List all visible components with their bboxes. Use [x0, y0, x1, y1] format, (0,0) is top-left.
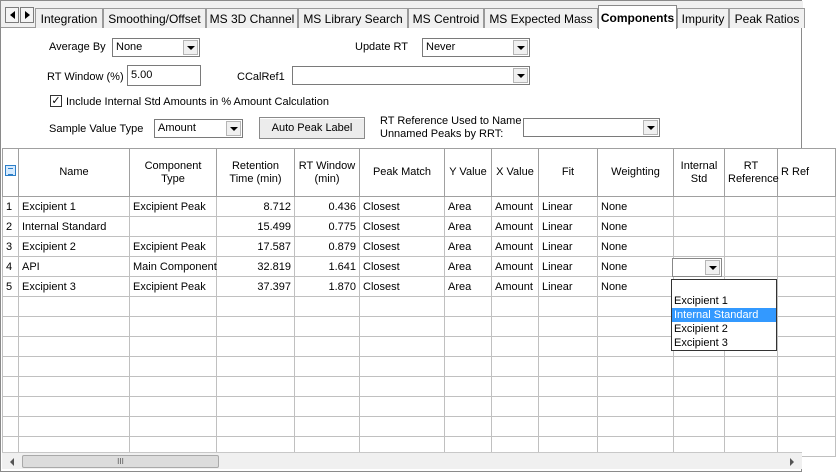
arrow-left-icon — [10, 458, 14, 466]
table-row[interactable] — [3, 237, 836, 257]
rt-reference-select[interactable] — [523, 118, 660, 137]
include-internal-std-checkbox[interactable]: ✓ — [51, 95, 61, 107]
cell-fit[interactable]: Linear — [539, 277, 598, 297]
empty-cell[interactable] — [295, 417, 360, 437]
empty-cell[interactable] — [674, 417, 725, 437]
empty-cell[interactable] — [360, 337, 445, 357]
cell-rrt-reference[interactable] — [778, 237, 836, 257]
empty-cell[interactable] — [598, 417, 674, 437]
cell-rt[interactable]: 15.499 — [217, 217, 295, 237]
empty-cell[interactable] — [19, 357, 130, 377]
dropdown-option[interactable]: Excipient 1 — [674, 295, 728, 307]
update-rt-select[interactable] — [422, 38, 530, 57]
empty-cell[interactable] — [539, 297, 598, 317]
empty-cell[interactable] — [295, 397, 360, 417]
cell-fit[interactable]: Linear — [539, 197, 598, 217]
empty-cell[interactable] — [492, 317, 539, 337]
cell-rt[interactable]: 17.587 — [217, 237, 295, 257]
cell-x[interactable]: Amount — [492, 277, 539, 297]
cell-name[interactable]: Internal Standard — [19, 217, 130, 237]
table-row[interactable] — [3, 217, 836, 237]
empty-cell[interactable] — [492, 357, 539, 377]
cell-internal-std[interactable] — [674, 237, 725, 257]
tab-smoothing-offset[interactable]: Smoothing/Offset — [103, 8, 206, 28]
tab-ms-expected-mass[interactable]: MS Expected Mass — [484, 8, 598, 28]
cell-y[interactable]: Area — [445, 197, 492, 217]
empty-cell[interactable] — [295, 337, 360, 357]
cell-rt-reference[interactable] — [725, 217, 778, 237]
sample-value-type-label: Sample Value Type — [49, 123, 144, 135]
rt-window-input[interactable] — [127, 65, 201, 86]
empty-cell[interactable] — [360, 377, 445, 397]
empty-cell[interactable] — [492, 397, 539, 417]
cell-rtw[interactable]: 1.870 — [295, 277, 360, 297]
empty-cell[interactable] — [539, 317, 598, 337]
auto-peak-label-button[interactable]: Auto Peak Label — [259, 117, 365, 139]
cell-type[interactable]: Excipient Peak — [130, 277, 217, 297]
cell-x[interactable]: Amount — [492, 237, 539, 257]
col-header-internal-std[interactable]: Internal Std — [674, 149, 725, 197]
row-number[interactable]: 3 — [3, 237, 19, 257]
row-number[interactable]: 2 — [3, 217, 19, 237]
empty-cell[interactable] — [217, 357, 295, 377]
cell-x[interactable]: Amount — [492, 257, 539, 277]
tab-ms-centroid[interactable]: MS Centroid — [408, 8, 484, 28]
empty-cell[interactable] — [725, 357, 778, 377]
rt-reference-label-line1: RT Reference Used to Name — [380, 115, 522, 127]
cell-rt-reference[interactable] — [725, 197, 778, 217]
cell-rrt-reference[interactable] — [778, 277, 836, 297]
cell-x[interactable]: Amount — [492, 217, 539, 237]
tab-strip — [1, 1, 803, 28]
cell-type[interactable]: Excipient Peak — [130, 237, 217, 257]
empty-cell[interactable] — [725, 417, 778, 437]
tab-impurity[interactable]: Impurity — [677, 8, 729, 28]
empty-cell[interactable] — [295, 297, 360, 317]
empty-cell[interactable] — [492, 337, 539, 357]
grid-corner[interactable] — [3, 149, 19, 197]
cell-rtw[interactable]: 0.436 — [295, 197, 360, 217]
internal-std-dropdown-list — [671, 279, 777, 351]
empty-cell[interactable] — [492, 297, 539, 317]
ccalref1-label: CCalRef1 — [237, 71, 285, 83]
empty-cell[interactable] — [445, 337, 492, 357]
empty-cell[interactable] — [539, 337, 598, 357]
empty-cell[interactable] — [19, 337, 130, 357]
cell-fit[interactable]: Linear — [539, 257, 598, 277]
update-rt-label: Update RT — [355, 41, 408, 53]
empty-cell[interactable] — [217, 337, 295, 357]
sample-value-type-select[interactable] — [154, 119, 243, 138]
empty-cell[interactable] — [778, 317, 836, 337]
table-row-empty[interactable] — [3, 377, 836, 397]
grid-options-icon[interactable] — [5, 165, 16, 176]
dropdown-option[interactable]: Excipient 2 — [674, 323, 728, 335]
col-header-name[interactable]: Name — [19, 149, 130, 197]
cell-rtw[interactable]: 0.879 — [295, 237, 360, 257]
cell-rtw[interactable]: 1.641 — [295, 257, 360, 277]
empty-cell[interactable] — [674, 397, 725, 417]
rt-reference-label-line2: Unnamed Peaks by RRT: — [380, 128, 504, 140]
row-number[interactable] — [3, 317, 19, 337]
empty-cell[interactable] — [445, 357, 492, 377]
empty-cell[interactable] — [492, 417, 539, 437]
empty-cell[interactable] — [725, 377, 778, 397]
col-header-rt-window[interactable]: RT Window (min) — [295, 149, 360, 197]
empty-cell[interactable] — [217, 297, 295, 317]
chevron-down-icon[interactable] — [513, 40, 528, 55]
tab-ms-3d-channel[interactable]: MS 3D Channel — [206, 8, 298, 28]
cell-rt[interactable]: 32.819 — [217, 257, 295, 277]
empty-cell[interactable] — [217, 417, 295, 437]
row-number[interactable] — [3, 337, 19, 357]
cell-y[interactable]: Area — [445, 257, 492, 277]
empty-cell[interactable] — [778, 357, 836, 377]
empty-cell[interactable] — [445, 377, 492, 397]
empty-cell[interactable] — [598, 397, 674, 417]
cell-rrt-reference[interactable] — [778, 257, 836, 277]
empty-cell[interactable] — [217, 397, 295, 417]
cell-name[interactable]: API — [19, 257, 130, 277]
row-number[interactable] — [3, 297, 19, 317]
cell-y[interactable]: Area — [445, 217, 492, 237]
row-number[interactable]: 4 — [3, 257, 19, 277]
empty-cell[interactable] — [778, 417, 836, 437]
cell-rrt-reference[interactable] — [778, 217, 836, 237]
row-number[interactable] — [3, 357, 19, 377]
dropdown-option[interactable]: Excipient 3 — [674, 337, 728, 349]
cell-type[interactable]: Excipient Peak — [130, 197, 217, 217]
empty-cell[interactable] — [360, 357, 445, 377]
cell-fit[interactable]: Linear — [539, 217, 598, 237]
cell-name[interactable]: Excipient 3 — [19, 277, 130, 297]
empty-cell[interactable] — [445, 417, 492, 437]
table-row[interactable] — [3, 197, 836, 217]
empty-cell[interactable] — [598, 377, 674, 397]
chevron-down-icon[interactable] — [183, 40, 198, 55]
row-number[interactable]: 1 — [3, 197, 19, 217]
empty-cell[interactable] — [360, 397, 445, 417]
empty-cell[interactable] — [598, 337, 674, 357]
tab-ms-library-search[interactable]: MS Library Search — [298, 8, 408, 28]
tab-integration[interactable]: Integration — [35, 8, 103, 28]
row-number[interactable] — [3, 417, 19, 437]
cell-internal-std[interactable] — [674, 217, 725, 237]
tab-components[interactable]: Components — [598, 5, 677, 29]
cell-y[interactable]: Area — [445, 237, 492, 257]
empty-cell[interactable] — [445, 317, 492, 337]
cell-peak-match[interactable]: Closest — [360, 237, 445, 257]
tab-scroll-right-button[interactable] — [20, 7, 34, 23]
empty-cell[interactable] — [598, 357, 674, 377]
horizontal-scrollbar[interactable] — [2, 452, 802, 469]
cell-peak-match[interactable]: Closest — [360, 257, 445, 277]
cell-weighting[interactable]: None — [598, 237, 674, 257]
empty-cell[interactable] — [19, 417, 130, 437]
cell-rt[interactable]: 8.712 — [217, 197, 295, 217]
col-header-x-value[interactable]: X Value — [492, 149, 539, 197]
cell-name[interactable]: Excipient 2 — [19, 237, 130, 257]
cell-peak-match[interactable]: Closest — [360, 197, 445, 217]
empty-cell[interactable] — [130, 417, 217, 437]
rt-window-value: 5.00 — [131, 69, 153, 81]
tab-scroll-left-button[interactable] — [5, 7, 19, 23]
chevron-down-icon[interactable] — [513, 68, 528, 83]
empty-cell[interactable] — [778, 297, 836, 317]
col-header-component-type[interactable]: Component Type — [130, 149, 217, 197]
scroll-left-button[interactable] — [4, 454, 20, 469]
ccalref1-select[interactable] — [292, 66, 530, 85]
empty-cell[interactable] — [674, 377, 725, 397]
average-by-select[interactable] — [112, 38, 200, 57]
col-header-y-value[interactable]: Y Value — [445, 149, 492, 197]
empty-cell[interactable] — [130, 337, 217, 357]
empty-cell[interactable] — [130, 317, 217, 337]
sample-value-type-value: Amount — [158, 122, 196, 134]
empty-cell[interactable] — [778, 377, 836, 397]
empty-cell[interactable] — [598, 317, 674, 337]
row-number[interactable] — [3, 377, 19, 397]
dropdown-option-selected[interactable]: Internal Standard — [672, 308, 776, 322]
tab-peak-ratios[interactable]: Peak Ratios — [729, 8, 805, 28]
rt-window-label: RT Window (%) — [47, 71, 124, 83]
cell-weighting[interactable]: None — [598, 197, 674, 217]
table-row-empty[interactable] — [3, 417, 836, 437]
empty-cell[interactable] — [598, 297, 674, 317]
empty-cell[interactable] — [445, 397, 492, 417]
cell-weighting[interactable]: None — [598, 257, 674, 277]
cell-x[interactable]: Amount — [492, 197, 539, 217]
row-number[interactable]: 5 — [3, 277, 19, 297]
include-internal-std-label: Include Internal Std Amounts in % Amount Calculation — [66, 96, 329, 108]
empty-cell[interactable] — [19, 377, 130, 397]
empty-cell[interactable] — [445, 297, 492, 317]
empty-cell[interactable] — [674, 357, 725, 377]
empty-cell[interactable] — [130, 377, 217, 397]
chevron-down-icon[interactable] — [705, 260, 720, 275]
empty-cell[interactable] — [217, 317, 295, 337]
arrow-right-icon — [25, 11, 30, 19]
empty-cell[interactable] — [130, 297, 217, 317]
empty-cell[interactable] — [492, 377, 539, 397]
empty-cell[interactable] — [539, 377, 598, 397]
cell-peak-match[interactable]: Closest — [360, 277, 445, 297]
chevron-down-icon[interactable] — [643, 120, 658, 135]
empty-cell[interactable] — [360, 317, 445, 337]
empty-cell[interactable] — [130, 357, 217, 377]
cell-type[interactable]: Main Component — [130, 257, 217, 277]
chevron-down-icon[interactable] — [226, 121, 241, 136]
cell-rrt-reference[interactable] — [778, 197, 836, 217]
empty-cell[interactable] — [778, 397, 836, 417]
empty-cell[interactable] — [539, 397, 598, 417]
cell-y[interactable]: Area — [445, 277, 492, 297]
empty-cell[interactable] — [360, 297, 445, 317]
cell-name[interactable]: Excipient 1 — [19, 197, 130, 217]
col-header-rrt-reference[interactable]: R Ref — [778, 149, 836, 197]
empty-cell[interactable] — [19, 297, 130, 317]
header-row — [3, 149, 836, 197]
empty-cell[interactable] — [725, 397, 778, 417]
empty-cell[interactable] — [778, 337, 836, 357]
empty-cell[interactable] — [217, 377, 295, 397]
scroll-right-button[interactable] — [784, 454, 800, 469]
empty-cell[interactable] — [360, 417, 445, 437]
table-row-empty[interactable] — [3, 397, 836, 417]
row-number[interactable] — [3, 397, 19, 417]
cell-rtw[interactable]: 0.775 — [295, 217, 360, 237]
empty-cell[interactable] — [130, 397, 217, 417]
col-header-peak-match[interactable]: Peak Match — [360, 149, 445, 197]
empty-cell[interactable] — [295, 357, 360, 377]
arrow-left-icon — [10, 11, 15, 19]
cell-weighting[interactable]: None — [598, 217, 674, 237]
scrollbar-thumb[interactable]: III — [22, 455, 219, 468]
cell-weighting[interactable]: None — [598, 277, 674, 297]
average-by-value: None — [116, 41, 143, 53]
cell-peak-match[interactable]: Closest — [360, 217, 445, 237]
cell-fit[interactable]: Linear — [539, 237, 598, 257]
empty-cell[interactable] — [539, 357, 598, 377]
empty-cell[interactable] — [539, 417, 598, 437]
col-header-rt-reference[interactable]: RT Reference — [725, 149, 778, 197]
cell-rt-reference[interactable] — [725, 257, 778, 277]
cell-internal-std[interactable] — [674, 197, 725, 217]
update-rt-value: Never — [426, 41, 456, 53]
col-header-fit[interactable]: Fit — [539, 149, 598, 197]
empty-cell[interactable] — [19, 317, 130, 337]
internal-std-cell-select[interactable] — [672, 258, 722, 277]
col-header-weighting[interactable]: Weighting — [598, 149, 674, 197]
table-row-empty[interactable] — [3, 357, 836, 377]
col-header-retention-time[interactable]: Retention Time (min) — [217, 149, 295, 197]
cell-type[interactable] — [130, 217, 217, 237]
empty-cell[interactable] — [19, 397, 130, 417]
arrow-right-icon — [790, 458, 794, 466]
cell-rt-reference[interactable] — [725, 237, 778, 257]
empty-cell[interactable] — [295, 377, 360, 397]
empty-cell[interactable] — [295, 317, 360, 337]
average-by-label: Average By — [49, 41, 106, 53]
cell-rt[interactable]: 37.397 — [217, 277, 295, 297]
